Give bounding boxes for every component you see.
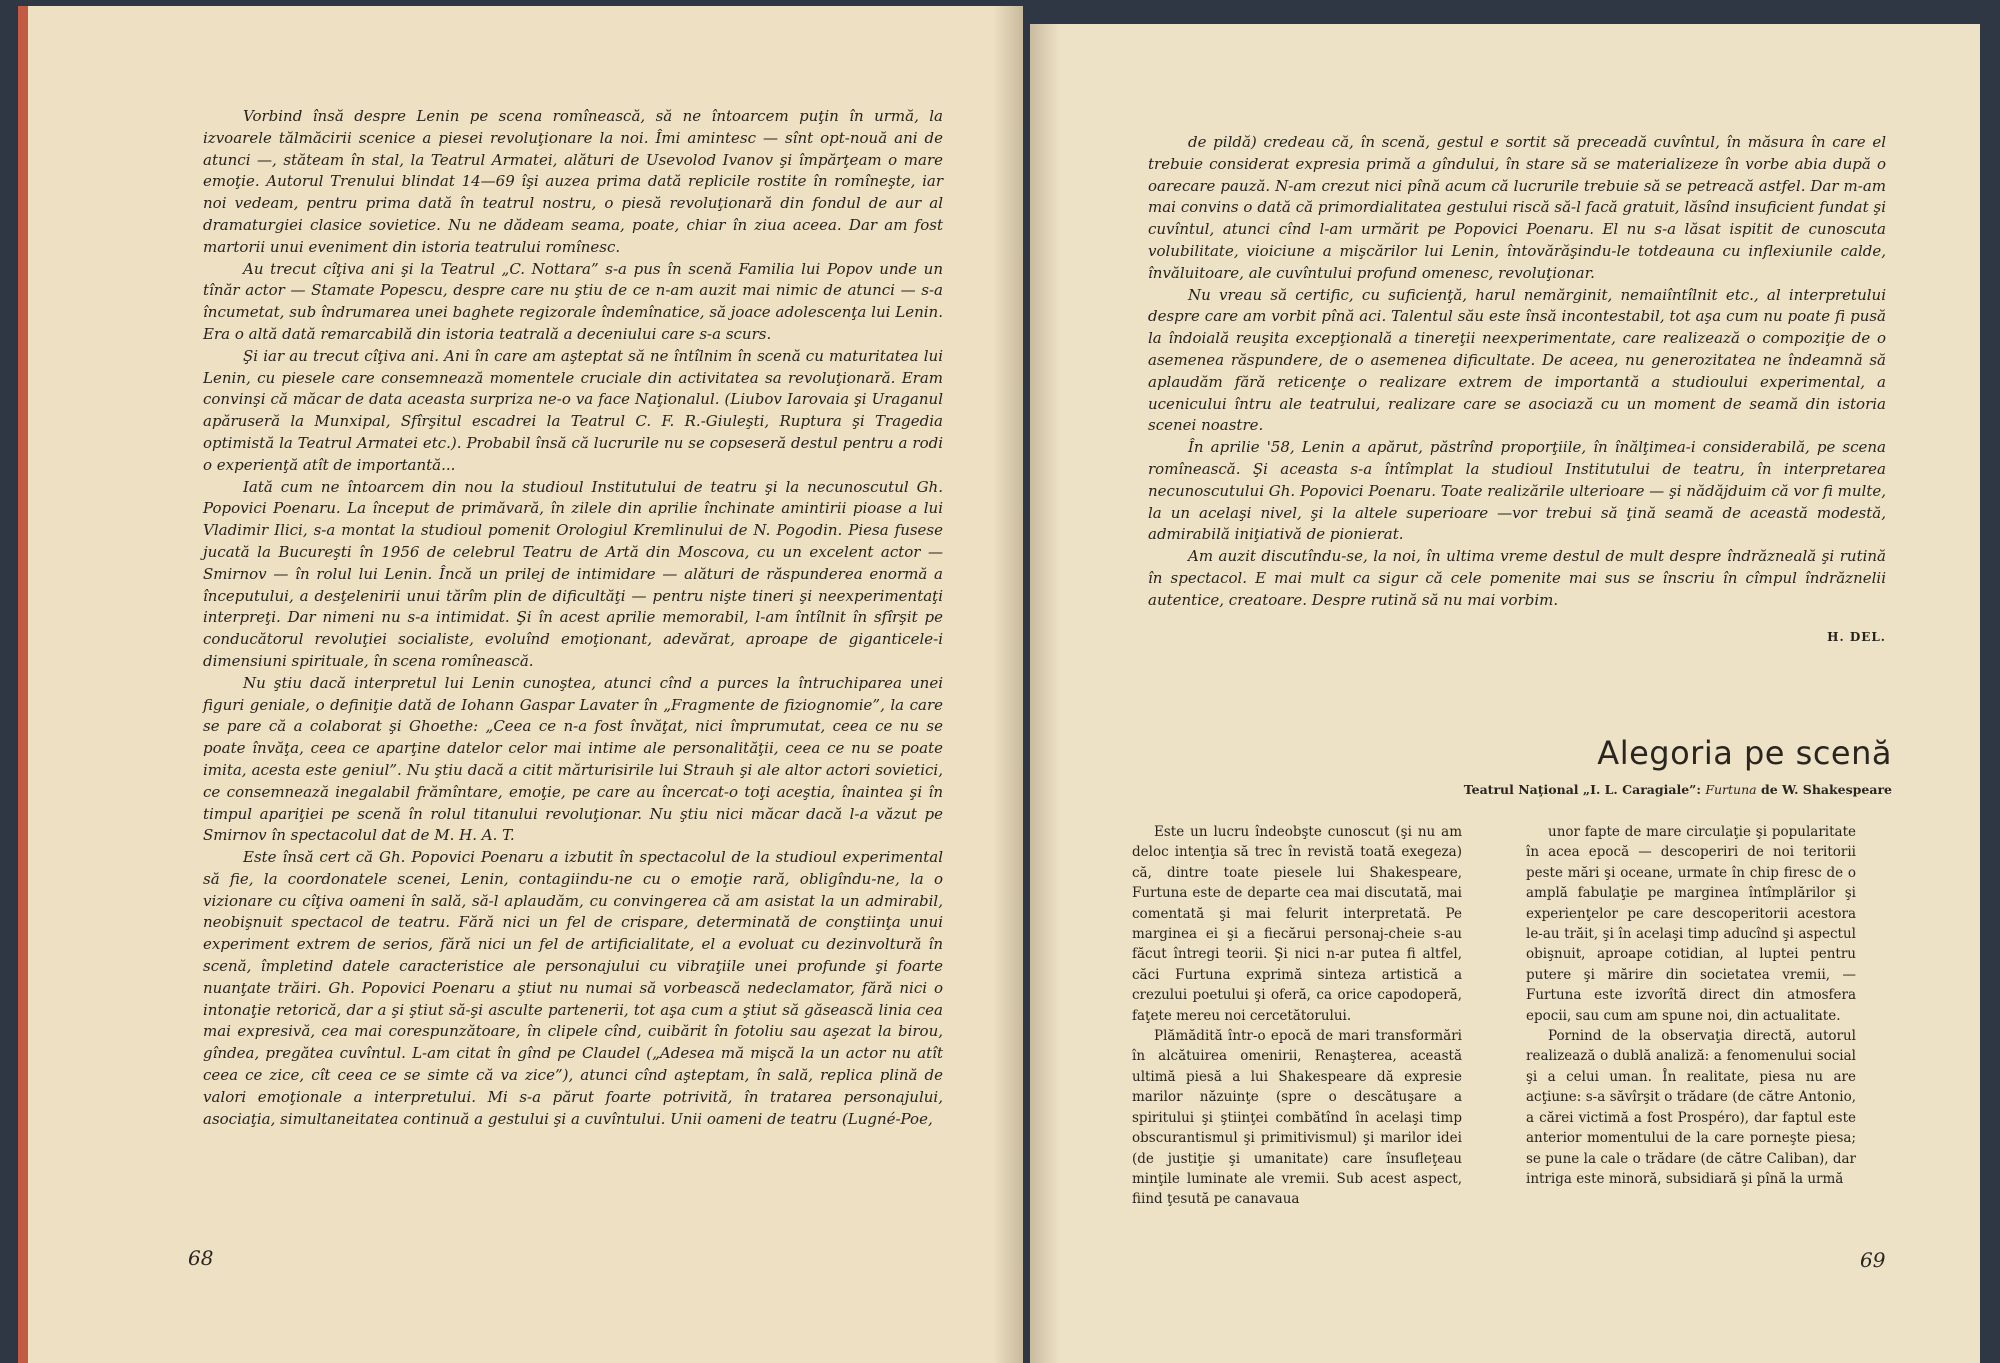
page-number: 69 [1860,1248,1886,1272]
paragraph: Iată cum ne întoarcem din nou la studioul Institutului de teatru şi la necunoscutul Gh. Popovici Poenaru. La început de primăvară, în zilele din aprilie închinate amintirii pioase a lui Vladimir Ilici, s-a montat la studioul pomenit Orologiul Kremlinului de N. Pogodin. Piesa fusese jucată la Bucureşti în 1956 de celebrul Teatru de Artă din Moscova, cu un excelent actor — Smirnov — în rolul lui Lenin. Încă un prilej de intimidare — alături de răspunderea enormă a începutului, a desţelenirii unui tărîm plin de dificultăţi — pentru nişte tineri şi neexperimentaţi interpreţi. Dar nimeni nu s-a intimidat. Şi în acest aprilie memorabil, l-am întîlnit în sfîrşit pe conducătorul revoluţiei socialiste, evoluînd emoţionant, adevărat, aproape de giganticele-i dimensiuni spirituale, în scena romînească. [203,477,943,670]
article-column-2 [1526,822,1856,1189]
subtitle-author: de W. Shakespeare [1756,782,1892,797]
article-subtitle [1464,782,1892,797]
article-title: Alegoria pe scenă [1597,734,1892,772]
article-column-1 [1132,822,1462,1210]
paragraph: unor fapte de mare circulaţie şi popularitate în acea epocă — descoperiri de noi teritorii peste mări şi oceane, urmate în chip firesc de o amplă fabulaţie pe marginea întîmplărilor şi experienţelor pe care descoperitorii acestora le-au trăit, şi în acelaşi timp aducînd şi aspectul obişnuit, aproape cotidian, al luptei pentru putere şi mărire din societatea vremii, — Furtuna este izvorîtă direct din atmosfera epocii, sau cum am spune noi, din actualitate. [1526,824,1856,1024]
right-page [1030,24,1980,1363]
page-gutter-shadow [993,6,1023,1363]
author-signature: H. DEL. [1827,629,1886,644]
paragraph: Au trecut cîţiva ani şi la Teatrul „C. Nottara” s-a pus în scenă Familia lui Popov unde un tînăr actor — Stamate Popescu, despre care nu ştiu de ce n-am auzit mai nimic de atunci — s-a încumetat, sub îndrumarea unei baghete regizorale îndemînatice, să joace adolescenţa lui Lenin. Era o altă dată remarcabilă din istoria teatrală a deceniului care s-a scurs. [203,259,943,343]
paragraph: Vorbind însă despre Lenin pe scena romînească, să ne întoarcem puţin în urmă, la izvoarele tălmăcirii scenice a piesei revoluţionare la noi. Îmi amintesc — sînt opt-nouă ani de atunci —, stăteam în stal, la Teatrul Armatei, alături de Usevolod Ivanov şi împărţeam o mare emoţie. Autorul Trenului blindat 14—69 îşi auzea prima dată replicile rostite în romîneşte, iar noi vedeam, pentru prima dată în teatrul nostru, o piesă revoluţionară din fondul de aur al dramaturgiei clasice sovietice. Nu ne dădeam seama, poate, chiar în ziua aceea. Dar am fost martorii unui eveniment din istoria teatrului romînesc. [203,107,943,256]
paragraph: Nu ştiu dacă interpretul lui Lenin cunoştea, atunci cînd a purces la întruchiparea unei figuri geniale, o definiţie dată de Iohann Gaspar Lavater în „Fragmente de fiziognomie”, la care se pare că a colaborat şi Ghoethe: „Ceea ce n-a fost învăţat, nici împrumutat, ceea ce nu se poate învăţa, ceea ce aparţine datelor celor mai intime ale personalităţii, ceea ce nu se poate imita, acesta este geniul”. Nu ştiu dacă a citit mărturisirile lui Strauh şi ale altor actori sovietici, ce consemnează inegalabil frămîntare, emoţie, pe care au încercat-o toţi aceştia, înaintea şi în timpul apariţiei pe scenă în rolul titanului revoluţionar. Nu ştiu nici măcar dacă l-a văzut pe Smirnov în spectacolul dat de M. H. A. T. [203,673,943,845]
right-text-column [1148,132,1886,644]
subtitle-theatre: Teatrul Naţional „I. L. Caragiale”: [1463,782,1706,797]
paragraph: Pornind de la observaţia directă, autorul realizează o dublă analiză: a fenomenului social şi a celui uman. În realitate, piesa nu are acţiune: s-a săvîrşit o trădare (de către Antonio, a cărei victimă a fost Prospéro), dar faptul este anterior momentului de la care porneşte piesa; se pune la cale o trădare (de către Caliban), dar intriga este minoră, subsidiară şi pînă la urmă [1526,1028,1856,1187]
book-edge [18,6,28,1363]
paragraph: Am auzit discutîndu-se, la noi, în ultima vreme destul de mult despre îndrăzneală şi rutină în spectacol. E mai mult ca sigur că cele pomenite mai sus se înscriu în cîmpul îndrăznelii autentice, creatoare. Despre rutină să nu mai vorbim. [1148,547,1886,609]
paragraph: Este însă cert că Gh. Popovici Poenaru a izbutit în spectacolul de la studioul experimental să fie, la coordonatele scenei, Lenin, contagiindu-ne cu o emoţie rară, obligîndu-ne, la o vizionare cu cîţiva oameni în sală, să-l aplaudăm, cu convingerea că am asistat la un admirabil, neobişnuit spectacol de teatru. Fără nici un fel de crispare, determinată de conştiinţa unui experiment extrem de serios, fără nici un fel de artificialitate, el a evoluat cu dezinvoltură în scenă, împletind datele caracteristice ale personajului cu vibraţiile unei profunde şi foarte nuanţate trăiri. Gh. Popovici Poenaru a ştiut nu numai să vorbească nedeclamator, fără nici o intonaţie retorică, dar a şi ştiut să-şi asculte partenerii, tot aşa cum a ştiut să găsească linia cea mai expresivă, cea mai corespunzătoare, în clipele cînd, cuibărit în fotoliu sau aşezat la birou, gîndea, pregătea cuvîntul. L-am citat în gînd pe Claudel („Adesea mă mişcă la un actor nu atît ceea ce zice, cît ceea ce se simte că va zice”), atunci cînd aşteptam, în sală, replica plină de valori emoţionale a interpretului. Mi s-a părut foarte potrivită, în tratarea personajului, asociaţia, simultaneitatea continuă a gestului şi a cuvîntului. Unii oameni de teatru (Lugné-Poe, [203,848,943,1128]
page-gutter-shadow [1030,24,1060,1363]
paragraph: de pildă) credeau că, în scenă, gestul e sortit să preceadă cuvîntul, în măsura în care el trebuie considerat expresia primă a gîndului, în stare să se materializeze în vorbe abia după o oarecare pauză. N-am crezut nici pînă acum că lucrurile trebuie să se petreacă astfel. Dar m-am mai convins o dată că primordialitatea gestului riscă să-l facă gratuit, lăsînd insuficient fundat şi cuvîntul, atunci cînd l-am urmărit pe Popovici Poenaru. El nu s-a lăsat ispitit de cunoscuta volubilitate, vioiciune a mişcărilor lui Lenin, întovărăşindu-le totdeauna cu inflexiunile calde, învăluitoare, ale cuvîntului profund omenesc, revoluţionar. [1148,133,1886,282]
paragraph: Nu vreau să certific, cu suficienţă, harul nemărginit, nemaiîntîlnit etc., al interpretului despre care am vorbit pînă aci. Talentul său este însă incontestabil, tot aşa cum nu poate fi pusă la îndoială reuşita excepţională a tinereţii neexperimentate, care realizează o compoziţie de o asemenea răspundere, de o asemenea dificultate. De aceea, nu generozitatea ne îndeamnă să aplaudăm fără reticenţe o realizare extrem de importantă a studioului experimental, a ucenicului întru ale teatrului, realizare care se asociază cu un moment de seamă din istoria scenei noastre. [1148,285,1886,435]
page-number: 68 [188,1246,214,1270]
paragraph: Plămădită într-o epocă de mari transformări în alcătuirea omenirii, Renaşterea, această ultimă piesă a lui Shakespeare dă expresie marilor năzuinţe (spre o descătuşare a spiritului şi ştiinţei combătînd în acelaşi timp obscurantismul şi primitivismul) şi marilor idei (de justiţie şi umanitate) care însufleţeau minţile luminate ale vremii. Sub acest aspect, fiind ţesută pe canavaua [1132,1028,1462,1208]
left-page [18,6,1023,1363]
left-text-column [203,106,943,1130]
paragraph: Şi iar au trecut cîţiva ani. Ani în care am aşteptat să ne întîlnim în scenă cu maturitatea lui Lenin, cu piesele care consemnează momentele cruciale din activitatea sa revoluţionară. Eram convinşi că măcar de data aceasta surpriza ne-o va face Naţionalul. (Liubov Iarovaia şi Uraganul apăruseră la Munxipal, Sfîrşitul escadrei la Teatrul C. F. R.-Giuleşti, Ruptura şi Tragedia optimistă la Teatrul Armatei etc.). Probabil însă că lucrurile nu se copseseră destul pentru a rodi o experienţă atît de importantă... [203,346,943,474]
paragraph: În aprilie '58, Lenin a apărut, păstrînd proporţiile, în înălţimea-i considerabilă, pe scena romînească. Şi aceasta s-a întîmplat la studioul Institutului de teatru, în interpretarea necunoscutului Gh. Popovici Poenaru. Toate realizările ulterioare — şi nădăjduim că vor fi multe, la un acelaşi nivel, şi la altele superioare —vor trebui să ţină seamă de această modestă, admirabilă iniţiativă de pionierat. [1148,438,1886,544]
paragraph: Este un lucru îndeobşte cunoscut (şi nu am deloc intenţia să trec în revistă toată exegeza) că, dintre toate piesele lui Shakespeare, Furtuna este de departe cea mai discutată, mai comentată şi mai felurit interpretată. Pe marginea ei şi a fiecărui personaj-cheie s-au făcut întregi teorii. Şi nici n-ar putea fi altfel, căci Furtuna exprimă sinteza artistică a crezului poetului şi oferă, ca orice capodoperă, faţete mereu noi cercetătorului. [1132,824,1462,1024]
subtitle-play: Furtuna [1705,782,1757,797]
